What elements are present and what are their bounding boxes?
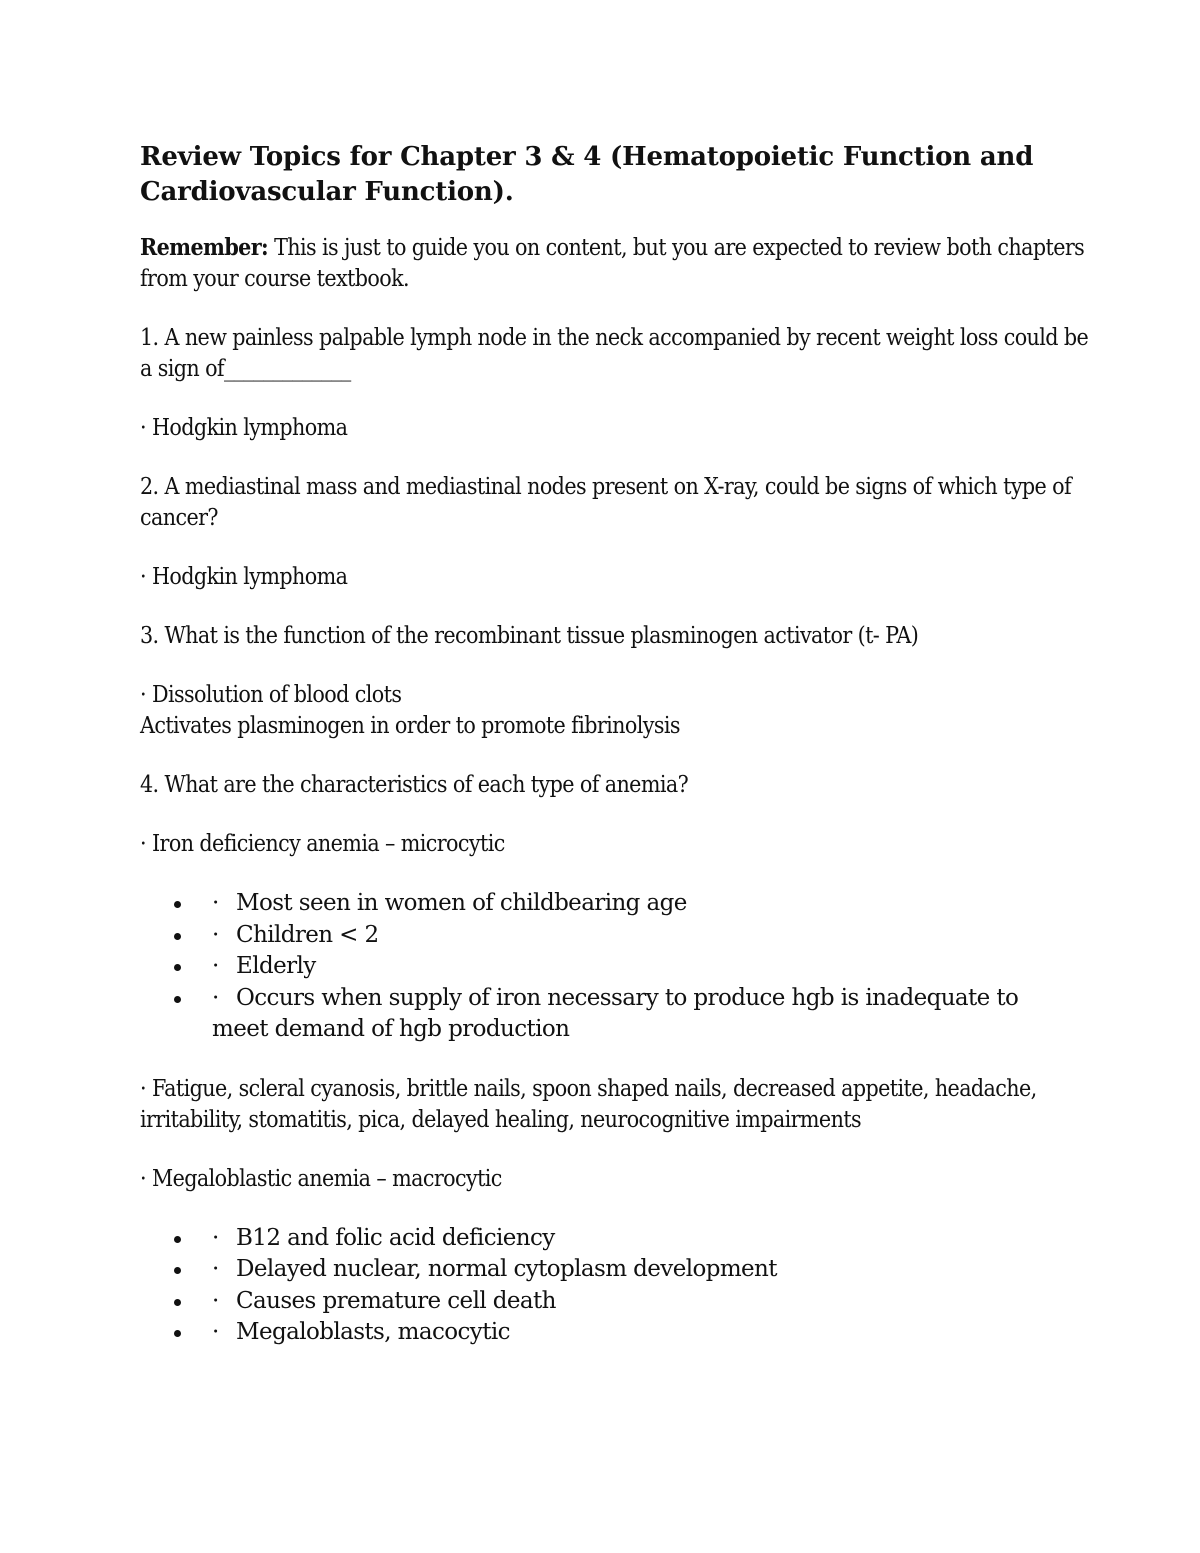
mid-dot: · — [212, 1256, 219, 1282]
iron-symptoms-text: Fatigue, scleral cyanosis, brittle nails, spoon shaped nails, decreased appetite, headache, irritability, stomatitis, pica, delayed healing, neurocognitive impairments — [140, 1075, 1037, 1133]
question-2: 2. A mediastinal mass and mediastinal nodes present on X-ray, could be signs of which type of cancer? — [140, 474, 1072, 531]
bullet-icon — [174, 1267, 181, 1274]
question-1: 1. A new painless palpable lymph node in the neck accompanied by recent weight loss could be a sign of_____________ — [140, 325, 1089, 382]
list-item — [140, 983, 1100, 1046]
list-item — [140, 1223, 1100, 1255]
iron-heading-text: Iron deficiency anemia – microcytic — [151, 831, 505, 857]
megaloblastic-heading — [140, 1164, 1100, 1195]
answer-3 — [140, 680, 1100, 711]
list-item-text: Megaloblasts, macocytic — [236, 1319, 510, 1345]
bullet-icon — [174, 1299, 181, 1306]
remember-label: Remember: — [140, 234, 269, 261]
question-3: 3. What is the function of the recombinant tissue plasminogen activator (t- PA) — [140, 623, 919, 649]
list-item — [140, 1317, 1100, 1349]
list-item-text: Most seen in women of childbearing age — [236, 890, 687, 916]
mid-dot: · — [140, 682, 146, 708]
mid-dot: · — [140, 1165, 146, 1192]
answer-1 — [140, 413, 1100, 444]
mid-dot: · — [140, 831, 146, 857]
document-title: Review Topics for Chapter 3 & 4 (Hematopoietic Function and Cardiovascular Function). — [140, 142, 1034, 207]
bullet-icon — [174, 933, 181, 940]
bullet-icon — [174, 901, 181, 908]
list-item — [140, 1286, 1100, 1318]
mid-dot: · — [212, 1319, 219, 1345]
answer-3-text: Dissolution of blood clots — [151, 682, 402, 708]
bullet-icon — [174, 996, 181, 1003]
list-item-text: B12 and folic acid deficiency — [236, 1224, 555, 1251]
list-item — [140, 920, 1100, 952]
answer-1-text: Hodgkin lymphoma — [151, 415, 348, 441]
mid-dot: · — [140, 415, 146, 441]
mid-dot: · — [212, 953, 219, 979]
megaloblastic-bullet-list — [140, 1223, 1100, 1349]
mid-dot: · — [140, 564, 146, 590]
list-item-continuation: meet demand of hgb production — [212, 1016, 570, 1042]
bullet-icon — [174, 1236, 181, 1243]
answer-2-text: Hodgkin lymphoma — [151, 564, 348, 590]
list-item-text: Children < 2 — [236, 921, 379, 948]
list-item-text: Occurs when supply of iron necessary to produce hgb is inadequate to — [236, 984, 1019, 1011]
list-item — [140, 888, 1100, 920]
list-item — [140, 1254, 1100, 1286]
list-item — [140, 951, 1100, 983]
list-item-text: Elderly — [236, 953, 316, 979]
mid-dot: · — [212, 890, 219, 916]
answer-3-extra: Activates plasminogen in order to promote fibrinolysis — [140, 713, 680, 739]
iron-heading — [140, 829, 1100, 860]
list-item-text: Delayed nuclear, normal cytoplasm development — [236, 1256, 777, 1282]
answer-2 — [140, 562, 1100, 593]
question-4: 4. What are the characteristics of each type of anemia? — [140, 772, 689, 798]
bullet-icon — [174, 964, 181, 971]
remember-text: This is just to guide you on content, but you are expected to review both chapters from your course textbook. — [140, 235, 1085, 292]
remember-note — [140, 232, 1100, 295]
iron-bullet-list — [140, 888, 1100, 1046]
mid-dot: · — [212, 1287, 219, 1314]
mid-dot: · — [212, 1224, 219, 1251]
bullet-icon — [174, 1330, 181, 1337]
mid-dot: · — [212, 921, 219, 948]
iron-symptoms — [140, 1074, 1100, 1136]
mid-dot: · — [212, 984, 219, 1011]
megaloblastic-heading-text: Megaloblastic anemia – macrocytic — [151, 1165, 502, 1192]
document-page — [140, 140, 1100, 1377]
mid-dot: · — [140, 1075, 146, 1102]
list-item-text: Causes premature cell death — [236, 1287, 556, 1314]
